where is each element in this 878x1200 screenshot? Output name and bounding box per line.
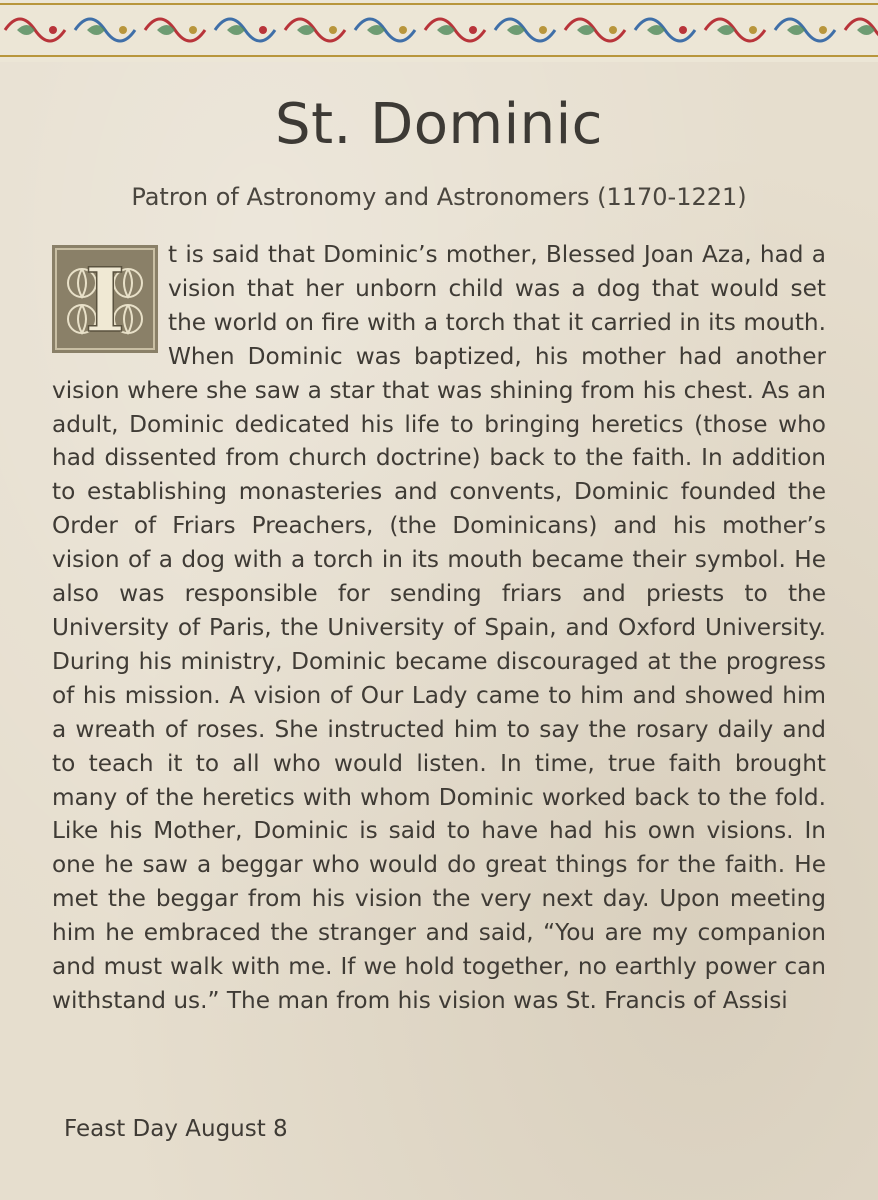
page-subtitle: Patron of Astronomy and Astronomers (1170-1221) (131, 183, 747, 211)
body-text-block (52, 238, 826, 1018)
page-title: St. Dominic (275, 92, 603, 157)
illuminated-dropcap (52, 245, 158, 353)
feast-day: Feast Day August 8 (64, 1116, 288, 1142)
decorative-border (0, 0, 878, 62)
body-paragraph: t is said that Dominic’s mother, Blessed Joan Aza, had a vision that her unborn child was a dog that would set the world on fire with a torch that it carried in its mouth. When Dominic was baptized, his mother had another vision where she saw a star that was shining from his chest. As an adult, Dominic dedicated his life to bringing heretics (those who had dissented from church doctrine) back to the faith. In addition to establishing monasteries and convents, Dominic founded the Order of Friars Preachers, (the Dominicans) and his mother’s vision of a dog with a torch in its mouth became their symbol. He also was responsible for sending friars and priests to the University of Paris, the University of Spain, and Oxford University. During his ministry, Dominic became discouraged at the progress of his mission. A vision of Our Lady came to him and showed him a wreath of roses. She instructed him to say the rosary daily and to teach it to all who would listen. In time, true faith brought many of the heretics with whom Dominic worked back to the fold. Like his Mother, Dominic is said to have had his own visions. In one he saw a beggar who would do great things for the faith. He met the beggar from his vision the very next day. Upon meeting him he embraced the stranger and said, “You are my companion and must walk with me. If we hold together, no earthly power can withstand us.” The man from his vision was St. Francis of Assisi (52, 241, 826, 1014)
dropcap-letter: I (84, 248, 126, 352)
